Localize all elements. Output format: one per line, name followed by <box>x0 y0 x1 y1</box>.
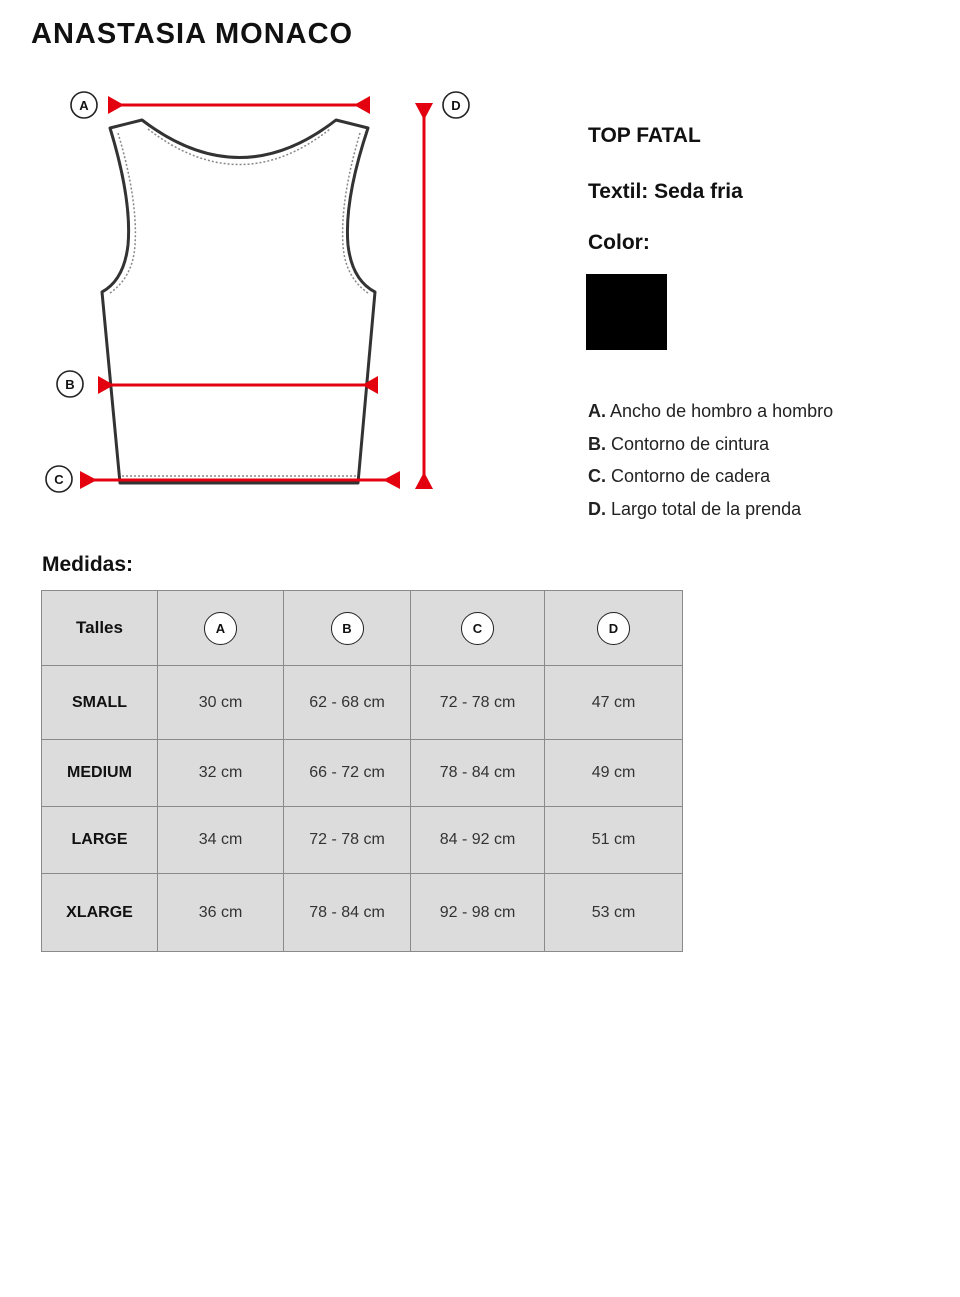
size-name: LARGE <box>42 807 158 874</box>
color-swatch <box>586 274 667 350</box>
cell-d: 51 cm <box>545 807 683 874</box>
cell-c: 84 - 92 cm <box>411 807 545 874</box>
legend-key: A. <box>588 401 606 421</box>
badge-a: A <box>204 612 237 645</box>
legend-item-d <box>588 493 833 526</box>
table-header-row <box>42 591 683 666</box>
legend-key: B. <box>588 433 606 454</box>
legend-key: D. <box>588 499 606 520</box>
garment-outline <box>102 120 375 483</box>
garment-diagram <box>40 85 480 505</box>
badge-c: C <box>461 612 494 645</box>
cell-a: 36 cm <box>158 874 284 952</box>
cell-d: 49 cm <box>545 740 683 807</box>
table-row <box>42 874 683 952</box>
badge-b: B <box>331 612 364 645</box>
size-name: XLARGE <box>42 874 158 952</box>
table-row <box>42 666 683 740</box>
marker-d <box>443 92 469 118</box>
cell-c: 92 - 98 cm <box>411 874 545 952</box>
arrow-a-left <box>108 96 124 114</box>
cell-a: 30 cm <box>158 666 284 740</box>
svg-text:D: D <box>451 98 461 113</box>
header-col-d <box>545 591 683 666</box>
cell-d: 53 cm <box>545 874 683 952</box>
cell-c: 78 - 84 cm <box>411 740 545 807</box>
legend-item-a <box>588 395 833 428</box>
cell-b: 62 - 68 cm <box>284 666 411 740</box>
marker-b <box>57 371 83 397</box>
arrow-c-right <box>383 471 400 489</box>
header-col-b <box>284 591 411 666</box>
product-textile: Textil: Seda fria <box>588 180 743 203</box>
size-name: MEDIUM <box>42 740 158 807</box>
color-label: Color: <box>588 231 650 254</box>
arrow-a-right <box>354 96 370 114</box>
legend-text: Contorno de cadera <box>611 466 771 487</box>
table-row <box>42 740 683 807</box>
product-info <box>588 124 928 254</box>
cell-c: 72 - 78 cm <box>411 666 545 740</box>
cell-b: 72 - 78 cm <box>284 807 411 874</box>
size-name: SMALL <box>42 666 158 740</box>
arrow-c-left <box>80 471 97 489</box>
legend-text: Contorno de cintura <box>611 433 770 454</box>
legend-item-c <box>588 460 833 493</box>
size-table <box>41 590 683 952</box>
arrow-d-top <box>415 103 433 120</box>
svg-text:C: C <box>54 472 64 487</box>
marker-c <box>46 466 72 492</box>
legend-item-b <box>588 428 833 461</box>
cell-a: 32 cm <box>158 740 284 807</box>
product-name: TOP FATAL <box>588 124 701 147</box>
header-col-c <box>411 591 545 666</box>
table-row <box>42 807 683 874</box>
marker-a <box>71 92 97 118</box>
svg-text:B: B <box>65 377 75 392</box>
cell-d: 47 cm <box>545 666 683 740</box>
cell-a: 34 cm <box>158 807 284 874</box>
legend-key: C. <box>588 466 606 487</box>
svg-text:A: A <box>79 98 89 113</box>
header-size: Talles <box>42 591 158 666</box>
badge-d: D <box>597 612 630 645</box>
legend-text: Ancho de hombro a hombro <box>610 401 834 421</box>
arrow-d-bottom <box>415 472 433 489</box>
cell-b: 66 - 72 cm <box>284 740 411 807</box>
cell-b: 78 - 84 cm <box>284 874 411 952</box>
brand-title: ANASTASIA MONACO <box>31 18 354 50</box>
legend-text: Largo total de la prenda <box>611 499 802 520</box>
measures-title: Medidas: <box>42 553 134 576</box>
measurement-legend <box>588 395 833 526</box>
header-col-a <box>158 591 284 666</box>
